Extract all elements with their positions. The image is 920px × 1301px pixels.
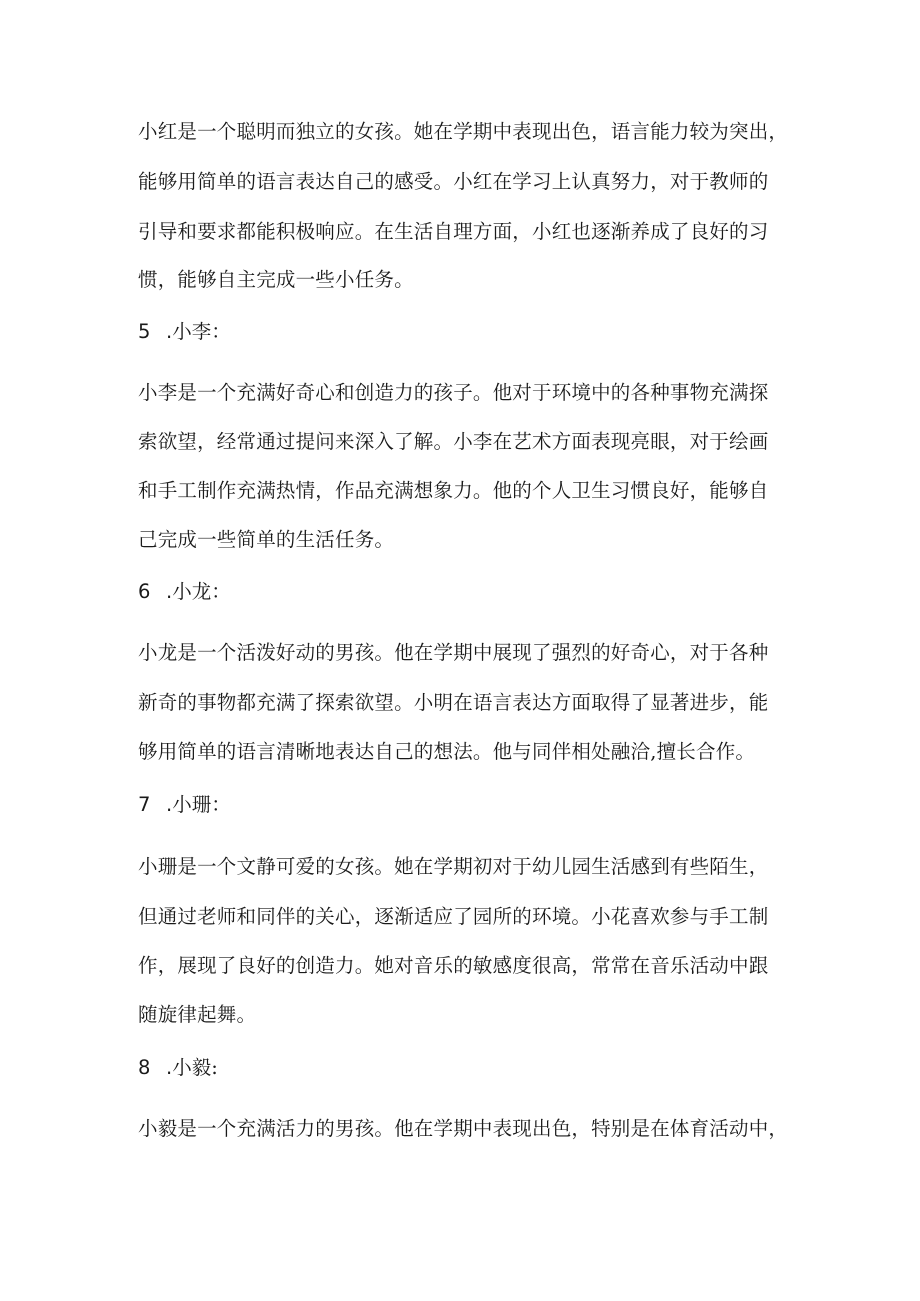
section-number: 8 xyxy=(138,1056,151,1079)
section-number: 7 xyxy=(138,793,151,816)
paragraph-line: 和手工制作充满热情，作品充满想象力。他的个人卫生习惯良好，能够自 xyxy=(138,479,769,502)
section-name: 小毅: xyxy=(172,1056,218,1079)
paragraph-line: 小红是一个聪明而独立的女孩。她在学期中表现出色，语言能力较为突出， xyxy=(138,120,789,143)
section-separator: . xyxy=(166,580,173,603)
paragraph-line: 索欲望，经常通过提问来深入了解。小李在艺术方面表现亮眼，对于绘画 xyxy=(138,430,769,453)
paragraph-line: 能够用简单的语言表达自己的感受。小红在学习上认真努力，对于教师的 xyxy=(138,170,769,193)
paragraph-line: 己完成一些简单的生活任务。 xyxy=(138,528,395,551)
paragraph-line: 引导和要求都能积极响应。在生活自理方面，小红也逐渐养成了良好的习 xyxy=(138,220,769,243)
paragraph-line: 够用简单的语言清晰地表达自己的想法。他与同伴相处融洽,擅长合作。 xyxy=(138,740,756,763)
section-name: 小龙： xyxy=(172,580,231,603)
paragraph-line: 小毅是一个充满活力的男孩。他在学期中表现出色，特别是在体育活动中， xyxy=(138,1117,789,1140)
paragraph-line: 随旋律起舞。 xyxy=(138,1003,257,1026)
paragraph-line: 惯，能够自主完成一些小任务。 xyxy=(138,268,414,291)
paragraph-line: 小李是一个充满好奇心和创造力的孩子。他对于环境中的各种事物充满探 xyxy=(138,381,769,404)
paragraph-line: 小珊是一个文静可爱的女孩。她在学期初对于幼儿园生活感到有些陌生， xyxy=(138,855,769,878)
section-number: 5 xyxy=(138,320,151,343)
section-heading-5 xyxy=(138,320,231,344)
section-separator: . xyxy=(166,320,173,343)
section-name: 小珊： xyxy=(172,793,231,816)
paragraph-line: 小龙是一个活泼好动的男孩。他在学期中展现了强烈的好奇心，对于各种 xyxy=(138,641,769,664)
paragraph-line: 作，展现了良好的创造力。她对音乐的敏感度很高，常常在音乐活动中跟 xyxy=(138,954,769,977)
section-heading-8 xyxy=(138,1056,218,1080)
section-heading-7 xyxy=(138,793,231,817)
section-separator: . xyxy=(166,793,173,816)
section-number: 6 xyxy=(138,580,151,603)
section-name: 小李： xyxy=(172,320,231,343)
paragraph-line: 新奇的事物都充满了探索欲望。小明在语言表达方面取得了显著进步，能 xyxy=(138,691,769,714)
section-separator: . xyxy=(166,1056,173,1079)
section-heading-6 xyxy=(138,580,231,604)
paragraph-line: 但通过老师和同伴的关心，逐渐适应了园所的环境。小花喜欢参与手工制 xyxy=(138,905,769,928)
